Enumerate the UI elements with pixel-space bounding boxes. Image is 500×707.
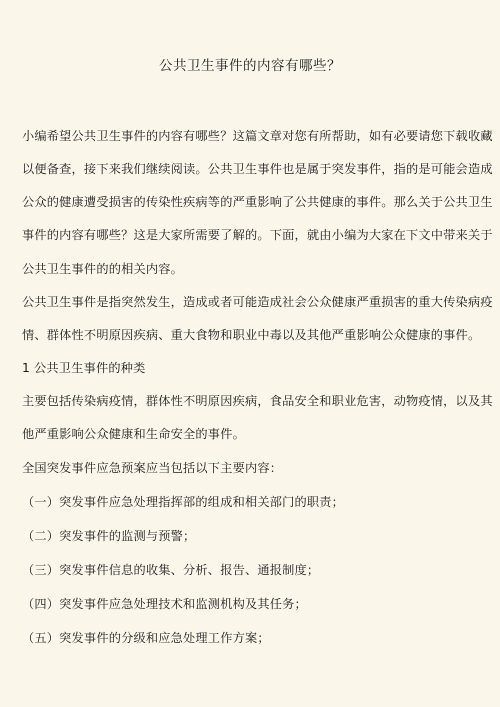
definition-line: 公共卫生事件是指突然发生，造成或者可能造成社会公众健康严重损害的重大传染病疫	[22, 295, 493, 309]
definition-line: 情、群体性不明原因疾病、重大食物和职业中毒以及其他严重影响公众健康的事件。	[22, 328, 481, 342]
intro-line: 事件的内容有哪些？这是大家所需要了解的。下面，就由小编为大家在下文中带来关于	[22, 228, 493, 242]
plan-intro: 全国突发事件应急预案应当包括以下主要内容：	[22, 461, 283, 475]
section-heading: 1 公共卫生事件的种类	[22, 361, 146, 375]
intro-line: 公共卫生事件的的相关内容。	[22, 262, 184, 276]
plan-item: （四）突发事件应急处理技术和监测机构及其任务；	[22, 597, 307, 611]
types-line: 主要包括传染病疫情，群体性不明原因疾病，食品安全和职业危害，动物疫情，以及其	[22, 394, 493, 408]
plan-item: （三）突发事件信息的收集、分析、报告、通报制度；	[22, 563, 320, 577]
intro-line: 以便备查，接下来我们继续阅读。公共卫生事件也是属于突发事件，指的是可能会造成	[22, 162, 493, 176]
intro-line: 小编希望公共卫生事件的内容有哪些？这篇文章对您有所帮助，如有必要请您下载收藏	[22, 129, 493, 143]
types-line: 他严重影响公众健康和生命安全的事件。	[22, 427, 245, 441]
document-title: 公共卫生事件的内容有哪些？	[159, 58, 341, 74]
plan-item: （五）突发事件的分级和应急处理工作方案；	[22, 631, 270, 645]
plan-item: （二）突发事件的监测与预警；	[22, 529, 196, 543]
intro-line: 公众的健康遭受损害的传染性疾病等的严重影响了公共健康的事件。那么关于公共卫生	[22, 195, 493, 209]
plan-item: （一）突发事件应急处理指挥部的组成和相关部门的职责；	[22, 495, 345, 509]
